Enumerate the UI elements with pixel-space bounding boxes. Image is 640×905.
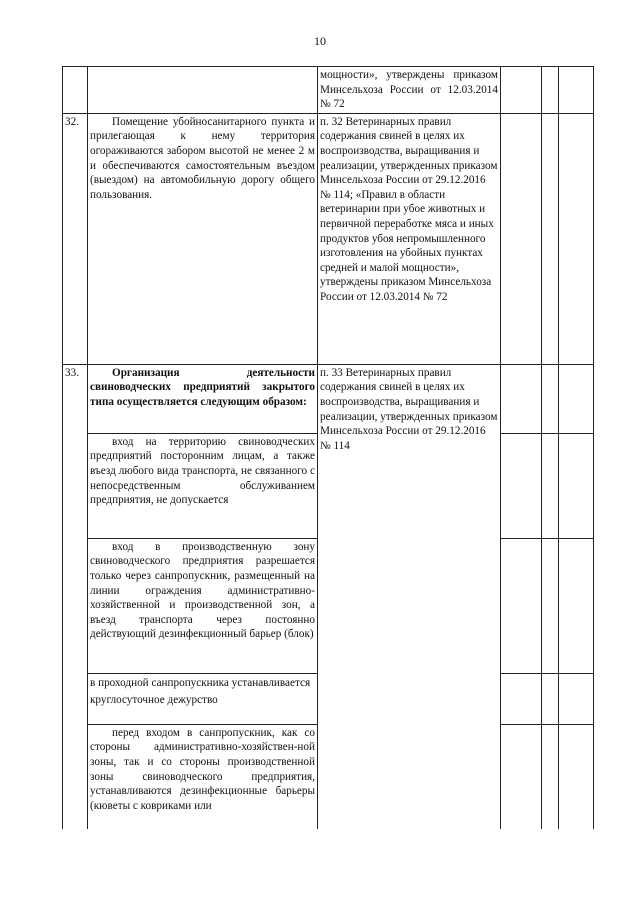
num-cell (63, 67, 88, 114)
reference-text: мощности», утверждены приказом Минсельхоза России от 12.03.2014 № 72 (320, 69, 498, 111)
reference-cell (318, 364, 501, 829)
requirements-table (62, 66, 594, 829)
item-text: в проходной санпропускника устанавливается круглосуточное дежурство (90, 676, 311, 706)
empty-cell (501, 724, 542, 829)
reference-text: п. 33 Ветеринарных правил содержания свиней в целях их воспроизводства, выращивания и реализации, утвержденных приказом Минсельхоза России от 29.12.2016 № 114 (320, 366, 498, 452)
table-row-33 (63, 364, 594, 433)
empty-cell (542, 67, 559, 114)
empty-cell (559, 538, 594, 673)
requirement-text: Помещение убойносанитарного пункта и прилегающая к нему территория огораживаются забором высотой не менее 2 м и обеспечиваются самостоятельным въездом (выездом) на автомобильную дорогу общего пользования. (90, 115, 315, 201)
reference-cell (318, 113, 501, 364)
empty-cell (542, 113, 559, 364)
item-text: вход в производственную зону свиноводческого предприятия разрешается только через санпропускник, размещенный на линии ограждения административно-хозяйственной и производственной зон, а въезд транспорта через постоянно действующий дезинфекционный барьер (блок) (90, 540, 315, 641)
empty-cell (559, 364, 594, 433)
requirement-item (88, 433, 318, 538)
empty-cell (542, 673, 559, 724)
empty-cell (559, 113, 594, 364)
empty-cell (501, 364, 542, 433)
empty-cell (559, 724, 594, 829)
empty-cell (559, 673, 594, 724)
empty-cell (542, 538, 559, 673)
row-number: 32. (63, 113, 88, 364)
requirement-text: Организация деятельности свиноводческих предприятий закрытого типа осуществляется следующим образом: (90, 366, 315, 408)
empty-cell (501, 538, 542, 673)
empty-cell (542, 433, 559, 538)
table-row-32 (63, 113, 594, 364)
requirement-cell (88, 67, 318, 114)
requirement-item (88, 538, 318, 673)
empty-cell (542, 364, 559, 433)
empty-cell (501, 67, 542, 114)
empty-cell (501, 433, 542, 538)
empty-cell (542, 724, 559, 829)
item-text: вход на территорию свиноводческих предприятий посторонним лицам, а также въезд любого вида транспорта, не связанного с непосредственным обслуживанием предприятия, не допускается (90, 435, 315, 507)
empty-cell (501, 673, 542, 724)
requirement-item (88, 724, 318, 829)
table-row-continuation (63, 67, 594, 114)
empty-cell (559, 433, 594, 538)
requirement-cell (88, 113, 318, 364)
row-number: 33. (63, 364, 88, 829)
requirement-cell (88, 364, 318, 433)
page-number: 10 (314, 34, 326, 48)
requirement-item (88, 673, 318, 724)
empty-cell (559, 67, 594, 114)
reference-cell (318, 67, 501, 114)
reference-text: п. 32 Ветеринарных правил содержания свиней в целях их воспроизводства, выращивания и реализации, утвержденных приказом Минсельхоза России от 29.12.2016 № 114; «Правил в области ветеринарии при убое животных и первичной переработке мяса и иных продуктов убоя непромышленного изготовления на убойных пунктах средней и малой мощности», утверждены приказом Минсельхоза России от 12.03.2014 № 72 (320, 115, 498, 303)
empty-cell (501, 113, 542, 364)
item-text: перед входом в санпропускник, как со стороны административно-хозяйствен-ной зоны, так и со стороны производственной зоны свиноводческого предприятия, устанавливаются дезинфекционные барьеры (кюветы с ковриками или (90, 726, 315, 812)
